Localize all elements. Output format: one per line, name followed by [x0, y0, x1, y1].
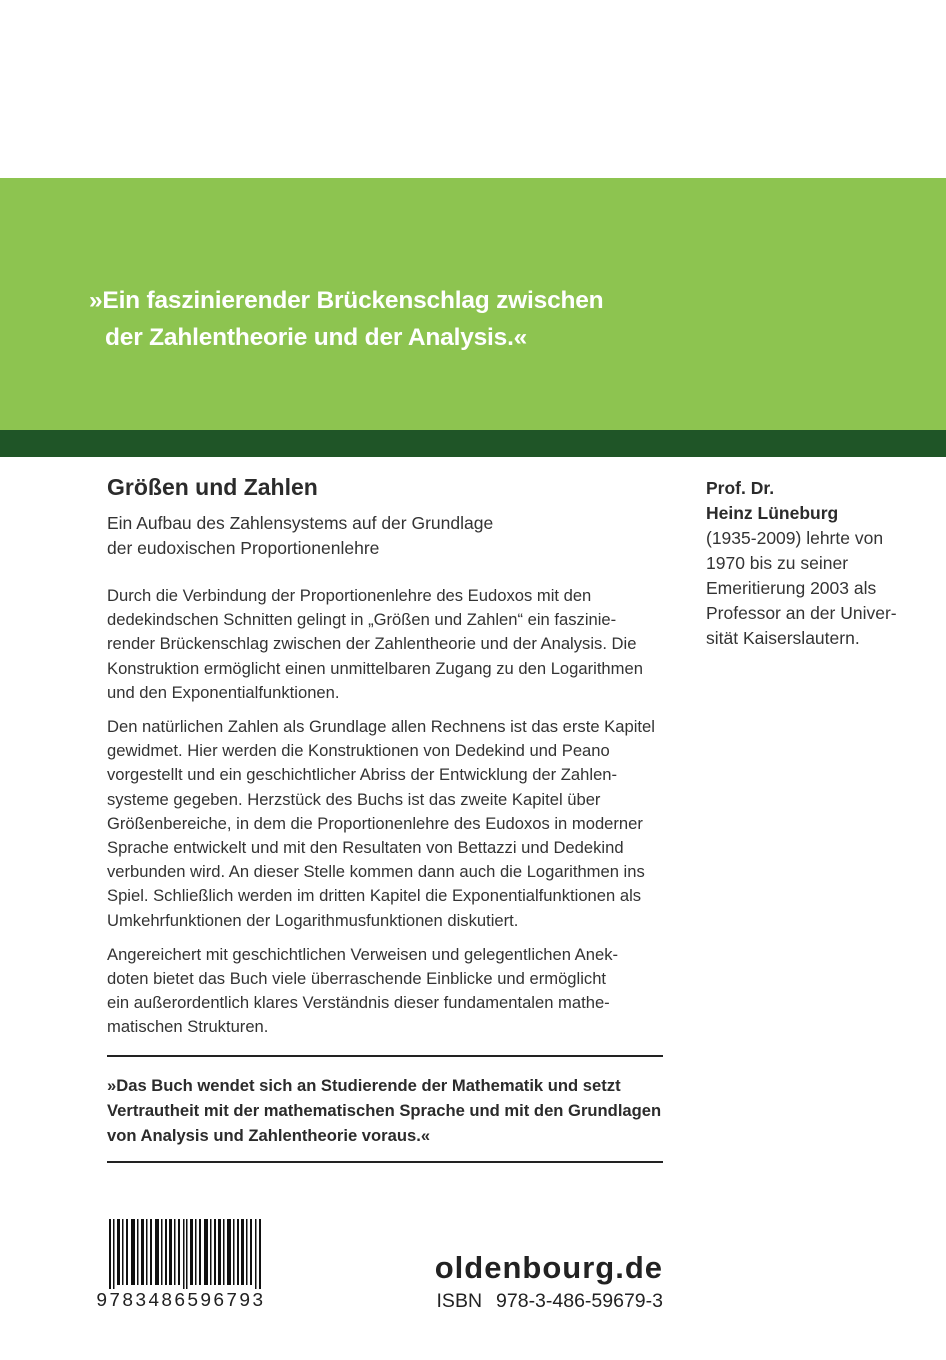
- audience-quote: [107, 1073, 667, 1148]
- author-bio-line: Emeritierung 2003 als: [706, 578, 877, 598]
- divider-bottom: [107, 1161, 663, 1163]
- description-line: Angereichert mit geschichtlichen Verweisen und gelegentlichen Anek-: [107, 944, 619, 964]
- tagline-line-1: »Ein faszinierender Brückenschlag zwischen: [89, 287, 604, 314]
- subtitle-line: der eudoxischen Proportionenlehre: [107, 538, 380, 558]
- author-title: Prof. Dr.: [706, 478, 775, 498]
- author-bio: [706, 476, 926, 651]
- description-line: Umkehrfunktionen der Logarithmusfunktionen diskutiert.: [107, 910, 519, 930]
- subtitle-line: Ein Aufbau des Zahlensystems auf der Grundlage: [107, 513, 494, 533]
- isbn-line: [437, 1290, 663, 1313]
- description-paragraph: [107, 715, 667, 933]
- description-line: matischen Strukturen.: [107, 1017, 269, 1037]
- dark-green-stripe: [0, 430, 946, 457]
- publisher-website: oldenbourg.de: [434, 1250, 663, 1285]
- description-line: gewidmet. Hier werden die Konstruktionen von Dedekind und Peano: [107, 741, 610, 761]
- isbn-number: 978-3-486-59679-3: [496, 1290, 663, 1312]
- author-bio-line: 1970 bis zu seiner: [706, 553, 849, 573]
- description-line: ein außerordentlich klares Verständnis dieser fundamentalen mathe-: [107, 993, 610, 1013]
- description-line: doten bietet das Buch viele überraschende Einblicke und ermöglicht: [107, 969, 607, 989]
- description-line: Größenbereiche, in dem die Proportionenlehre des Eudoxos in moderner: [107, 813, 643, 833]
- description-line: verbunden wird. An dieser Stelle kommen dann auch die Logarithmen ins: [107, 862, 645, 882]
- tagline-quote: [89, 282, 849, 356]
- audience-line: »Das Buch wendet sich an Studierende der Mathematik und setzt: [107, 1076, 621, 1095]
- book-title: Größen und Zahlen: [107, 474, 318, 500]
- description-paragraph: [107, 943, 667, 1040]
- description-line: systeme gegeben. Herzstück des Buchs ist das zweite Kapitel über: [107, 789, 601, 809]
- author-bio-line: sität Kaiserslautern.: [706, 628, 860, 648]
- description-line: Den natürlichen Zahlen als Grundlage allen Rechnens ist das erste Kapitel: [107, 717, 655, 737]
- author-bio-line: (1935-2009) lehrte von: [706, 528, 884, 548]
- description-line: vorgestellt und ein geschichtlicher Abriss der Entwicklung der Zahlen-: [107, 765, 618, 785]
- description-line: render Brückenschlag zwischen der Zahlentheorie und der Analysis. Die: [107, 634, 637, 654]
- description-paragraph: [107, 584, 667, 705]
- author-name: Heinz Lüneburg: [706, 503, 839, 523]
- barcode-bars: [101, 1219, 273, 1289]
- barcode-digits: 9783486596793: [96, 1290, 266, 1312]
- description-line: und den Exponentialfunktionen.: [107, 682, 340, 702]
- author-bio-line: Professor an der Univer-: [706, 603, 897, 623]
- isbn-label: ISBN: [436, 1290, 483, 1312]
- divider-top: [107, 1055, 663, 1057]
- description-line: Sprache entwickelt und mit den Resultaten von Bettazzi und Dedekind: [107, 838, 624, 858]
- book-description: [107, 584, 667, 1050]
- book-subtitle: [107, 511, 667, 561]
- description-line: Spiel. Schließlich werden im dritten Kapitel die Exponentialfunktionen als: [107, 886, 642, 906]
- description-line: dedekindschen Schnitten gelingt in „Größen und Zahlen“ ein faszinie-: [107, 610, 617, 630]
- tagline-line-2: der Zahlentheorie und der Analysis.«: [105, 324, 528, 351]
- description-line: Durch die Verbindung der Proportionenlehre des Eudoxos mit den: [107, 586, 592, 605]
- audience-line: Vertrautheit mit der mathematischen Sprache und mit den Grundlagen: [107, 1101, 662, 1120]
- description-line: Konstruktion ermöglicht einen unmittelbaren Zugang zu den Logarithmen: [107, 658, 643, 678]
- audience-line: von Analysis und Zahlentheorie voraus.«: [107, 1126, 431, 1145]
